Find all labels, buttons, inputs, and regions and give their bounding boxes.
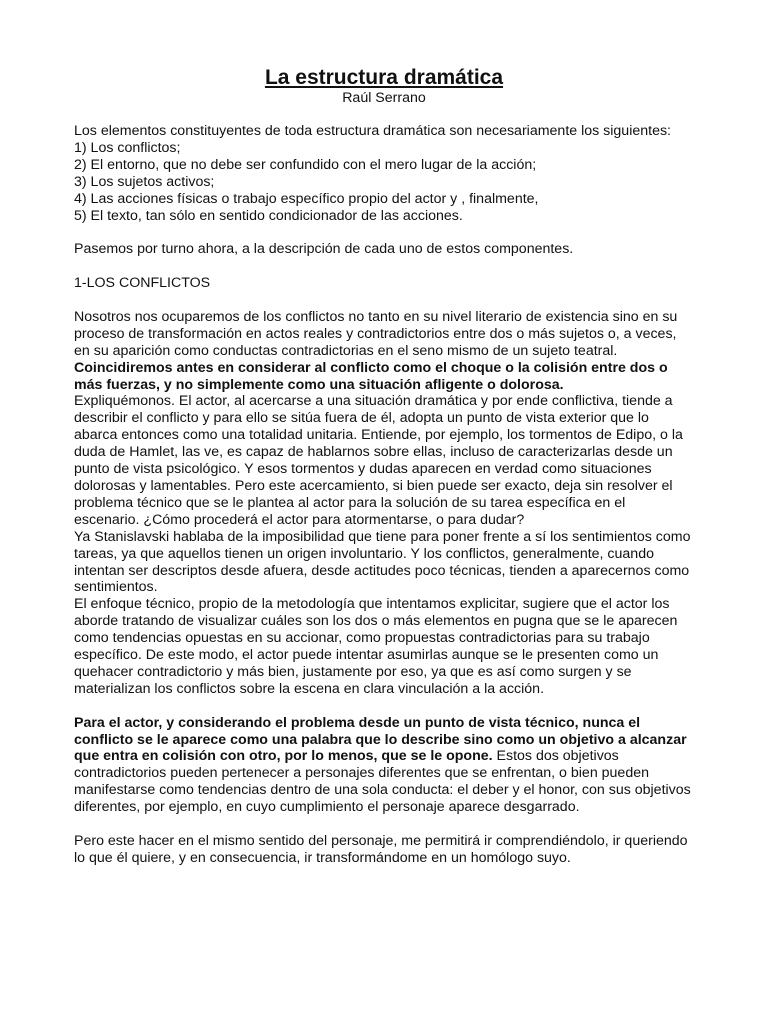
paragraph-gap [74,258,694,275]
conflicts-paragraph-5 [74,715,694,816]
conflicts-paragraph-3: Ya Stanislavski hablaba de la imposibilidad que tiene para poner frente a sí los sentimientos como tareas, ya que aquellos tienen un origen involuntario. Y los conflictos, generalmente, cuando intentan ser descriptos desde afuera, desde actitudes poco técnicas, tienden a aparecernos como sentimientos. [74,528,691,596]
intro-paragraph: Los elementos constituyentes de toda estructura dramática son necesariamente los siguientes: [74,123,671,139]
paragraph-gap [74,292,694,309]
document-author: Raúl Serrano [342,90,426,106]
conflicts-paragraph-1: Nosotros nos ocuparemos de los conflictos no tanto en su nivel literario de existencia sino en su proceso de transformación en actos reales y contradictorios entre dos o más sujetos o, a veces, en su aparición como conductas contradictorias en el seno mismo de un sujeto teatral. [74,308,678,359]
list-item: 5) El texto, tan sólo en sentido condicionador de las acciones. [74,207,463,224]
document-page [74,66,694,867]
conflicts-paragraph-4: El enfoque técnico, propio de la metodología que intentamos explicitar, sugiere que el actor los aborde tratando de visualizar cuáles son los dos o más elementos en pugna que se le aparecen como tendencias opuestas en su accionar, como propuestas contradictorias para su trabajo específico. De este modo, el actor puede intentar asumirlas aunque se le presenten como un quehacer contradictorio y más bien, justamente por eso, ya que es así como surgen y se materializan los conflictos sobre la escena en clara vinculación a la acción. [74,596,678,697]
paragraph-gap [74,698,694,715]
paragraph-gap [74,224,694,241]
document-title: La estructura dramática [264,66,504,89]
bold-statement: Para el actor, y considerando el problema desde un punto de vista técnico, nunca el conflicto se le aparece como una palabra que lo describe sino como un objetivo a alcanzar que entra en colisión con otro, por lo menos, que se le opone. [74,714,687,765]
components-list [74,140,694,225]
bold-definition: Coincidiremos antes en considerar al conflicto como el choque o la colisión entre dos o más fuerzas, y no simplemente como una situación afligente o dolorosa. [74,359,668,393]
list-item: 4) Las acciones físicas o trabajo específico propio del actor y , finalmente, [74,190,539,207]
list-item: 3) Los sujetos activos; [74,173,215,190]
paragraph-continuation: Estos dos objetivos contradictorios pueden pertenecer a personajes diferentes que se enfrentan, o bien pueden manifestarse como tendencias dentro de una sola conducta: el deber y el honor, con sus objetivos diferentes, por ejemplo, en cuyo cumplimiento el personaje aparece desgarrado. [74,748,691,816]
section-heading: 1-LOS CONFLICTOS [74,275,211,292]
conflicts-paragraph-bold [74,360,694,394]
paragraph-gap [74,816,694,833]
conflicts-paragraph-6: Pero este hacer en el mismo sentido del personaje, me permitirá ir comprendiéndolo, ir queriendo lo que él quiere, y en consecuencia, ir transformándome en un homólogo suyo. [74,832,688,866]
conflicts-paragraph-2: Expliquémonos. El actor, al acercarse a una situación dramática y por ende conflictiva, tiende a describir el conflicto y para ello se sitúa fuera de él, adopta un punto de vista exterior que lo abarca entonces como una totalidad unitaria. Entiende, por ejemplo, los tormentos de Edipo, o la duda de Hamlet, las ve, es capaz de hablarnos sobre ellas, incluso de caracterizarlas desde un punto de vista psicológico. Y esos tormentos y dudas aparecen en verdad como situaciones dolorosas y lamentables. Pero este acercamiento, si bien puede ser exacto, deja sin resolver el problema técnico que se le plantea al actor para la solución de su tarea específica en el escenario. ¿Cómo procederá el actor para atormentarse, o para dudar? [74,393,683,528]
pasemos-paragraph: Pasemos por turno ahora, a la descripción de cada uno de estos componentes. [74,241,574,258]
list-item: 2) El entorno, que no debe ser confundido con el mero lugar de la acción; [74,156,537,173]
list-item: 1) Los conflictos; [74,139,181,156]
